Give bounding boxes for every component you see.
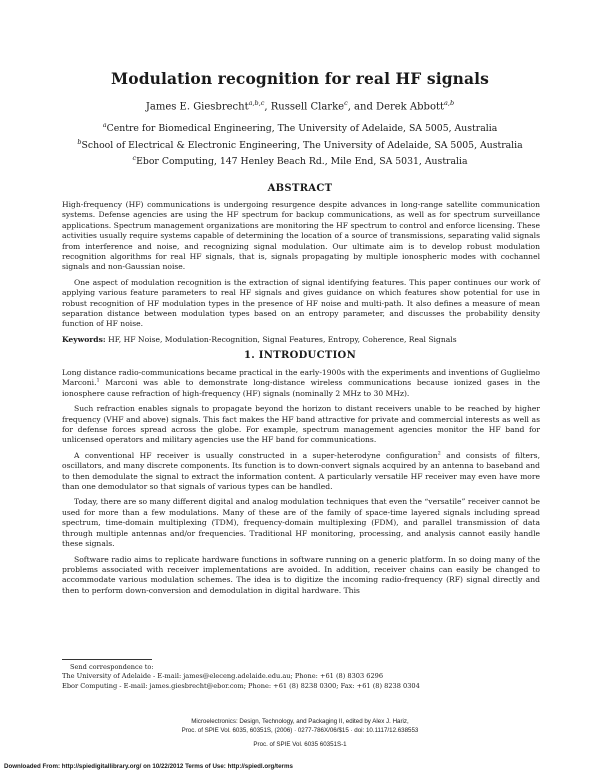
keywords-label: Keywords:: [62, 334, 106, 344]
abstract-body: [62, 200, 540, 350]
intro-paragraph: [62, 404, 540, 446]
affiliation-text: Ebor Computing, 147 Henley Beach Rd., Mile End, SA 5031, Australia: [136, 156, 468, 168]
abstract-paragraph: High-frequency (HF) communications is undergoing resurgence despite advances in long-range satellite communication systems. Defense agencies are using the HF spectrum for backup communications, as well as for spectrum surveillance applications. Spectrum management organizations are monitoring the HF spectrum to control and enforce licensing. These activities usually require systems capable of determining the location of a source of transmissions, separating valid signals from interference and noise, and recognizing signal modulation. Our ultimate aim is to develop robust modulation recognition algorithms for real HF signals, that is, signals propagating by multiple ionospheric modes with cochannel signals and non-Gaussian noise.: [62, 200, 540, 272]
affiliation-mark: b: [77, 137, 82, 146]
paragraph-text: Today, there are so many different digital and analog modulation techniques that even the “versatile” receiver cannot be used for more than a few modulations. Many of these are of the family of space-time layered signals including spread spectrum, time-domain multiplexing (TDM), frequency-domain multiplexing (FDM), and parallel transmission of data through multiple antennas and/or frequencies. Traditional HF monitoring, processing, and analysis cannot easily handle these signals.: [62, 497, 540, 549]
download-notice: Downloaded From: http://spiedigitallibrary.org/ on 10/22/2012 Terms of Use: http://spiedl.org/terms: [4, 763, 293, 770]
abstract-heading: ABSTRACT: [267, 183, 333, 194]
affiliation-line: [40, 136, 560, 153]
paragraph-text: Software radio aims to replicate hardware functions in software running on a generic platform. In so doing many of the problems associated with receiver implementations are avoided. In addition, receiver chains can easily be changed to accommodate various modulation schemes. The idea is to digitize the incoming radio-frequency (RF) signal directly and then to perform down-conversion and demodulation in digital hardware. This: [62, 554, 540, 595]
affiliation-text: Centre for Biomedical Engineering, The University of Adelaide, SA 5005, Australia: [106, 123, 498, 135]
author-name: Russell Clarke: [270, 101, 345, 113]
affiliation-list: [40, 119, 560, 169]
intro-paragraph: [62, 555, 540, 597]
author-list: [40, 99, 560, 112]
footnote-line: Ebor Computing - E-mail: james.giesbrecht@ebor.com; Phone: +61 (8) 8238 0300; Fax: +61 (8) 8238 0304: [62, 681, 420, 690]
affiliation-mark: a: [102, 121, 107, 129]
footnote-rule: [62, 659, 152, 660]
author-affiliation-mark: a,b: [444, 99, 455, 107]
paragraph-text: Such refraction enables signals to propagate beyond the horizon to distant receivers unable to be reached by higher frequency (VHF and above) signals. This fact makes the HF band attractive for private and commercial interests as well as for defense forces spread across the globe. For example, spectrum management agencies monitor the HF band for unlicensed operators and military agencies use the HF band for communications.: [62, 404, 540, 445]
affiliation-line: [40, 152, 560, 169]
proceedings-line: Proc. of SPIE Vol. 6035, 60351S, (2006) · 0277-786X/06/$15 · doi: 10.1117/12.638553: [181, 727, 419, 735]
citation-mark: 2: [437, 450, 441, 457]
footnote-heading: Send correspondence to:: [70, 663, 154, 671]
intro-paragraph: [62, 451, 540, 493]
paper-title: Modulation recognition for real HF signals: [111, 69, 489, 88]
paragraph-text: and consists of filters, oscillators, and many discrete components. Its function is to down-convert signals acquired by an antenna to baseband and to then demodulate the signal to extract the information content. A particularly versatile HF receiver may even have more than one demodulator so that signals of various types can be handled.: [62, 450, 540, 492]
author-name: Derek Abbott: [376, 101, 445, 113]
citation-mark: 1: [96, 377, 100, 384]
author-affiliation-mark: a,b,c: [248, 99, 265, 107]
author-separator: ,: [264, 101, 271, 113]
author-affiliation-mark: c: [344, 99, 348, 107]
intro-paragraph: [62, 497, 540, 549]
intro-paragraph: [62, 368, 540, 399]
keywords-text: HF, HF Noise, Modulation-Recognition, Signal Features, Entropy, Coherence, Real Signals: [108, 334, 457, 344]
author-name: James E. Giesbrecht: [145, 101, 249, 113]
proceedings-citation: [40, 717, 560, 736]
introduction-heading: 1. INTRODUCTION: [243, 350, 357, 361]
proceedings-line: Microelectronics: Design, Technology, and Packaging II, edited by Alex J. Hariz,: [191, 718, 409, 725]
page-number: Proc. of SPIE Vol. 6035 60351S-1: [253, 741, 347, 748]
affiliation-text: School of Electrical & Electronic Engineering, The University of Adelaide, SA 5005, Australia: [81, 139, 523, 151]
footnote-line: The University of Adelaide - E-mail: james@eleceng.adelaide.edu.au; Phone: +61 (8) 8303 6296: [62, 672, 384, 681]
affiliation-mark: c: [132, 154, 137, 163]
introduction-body: [62, 368, 540, 601]
paragraph-text: Marconi was able to demonstrate long-distance wireless communications because ionized gases in the ionosphere cause refraction of high-frequency (HF) signals (nominally 2 MHz to 30 MHz).: [62, 378, 540, 398]
abstract-paragraph: One aspect of modulation recognition is the extraction of signal identifying features. This paper continues our work of applying various feature parameters to real HF signals and gives guidance on which features show potential for use in robust recognition of HF modulation types in the presence of HF noise and multi-path. It also defines a measure of mean separation distance between modulation types based on an entropy parameter, and discusses the probability density function of HF noise.: [62, 277, 540, 329]
paragraph-text: A conventional HF receiver is usually constructed in a super-heterodyne configuration: [74, 450, 438, 460]
keywords-line: [62, 335, 540, 345]
author-separator: , and: [347, 101, 377, 113]
paragraph-text: Long distance radio-communications became practical in the early-1900s with the experiments and inventions of Guglielmo Marconi.: [62, 368, 540, 388]
correspondence-footnote: [62, 663, 540, 691]
affiliation-line: [40, 119, 560, 136]
